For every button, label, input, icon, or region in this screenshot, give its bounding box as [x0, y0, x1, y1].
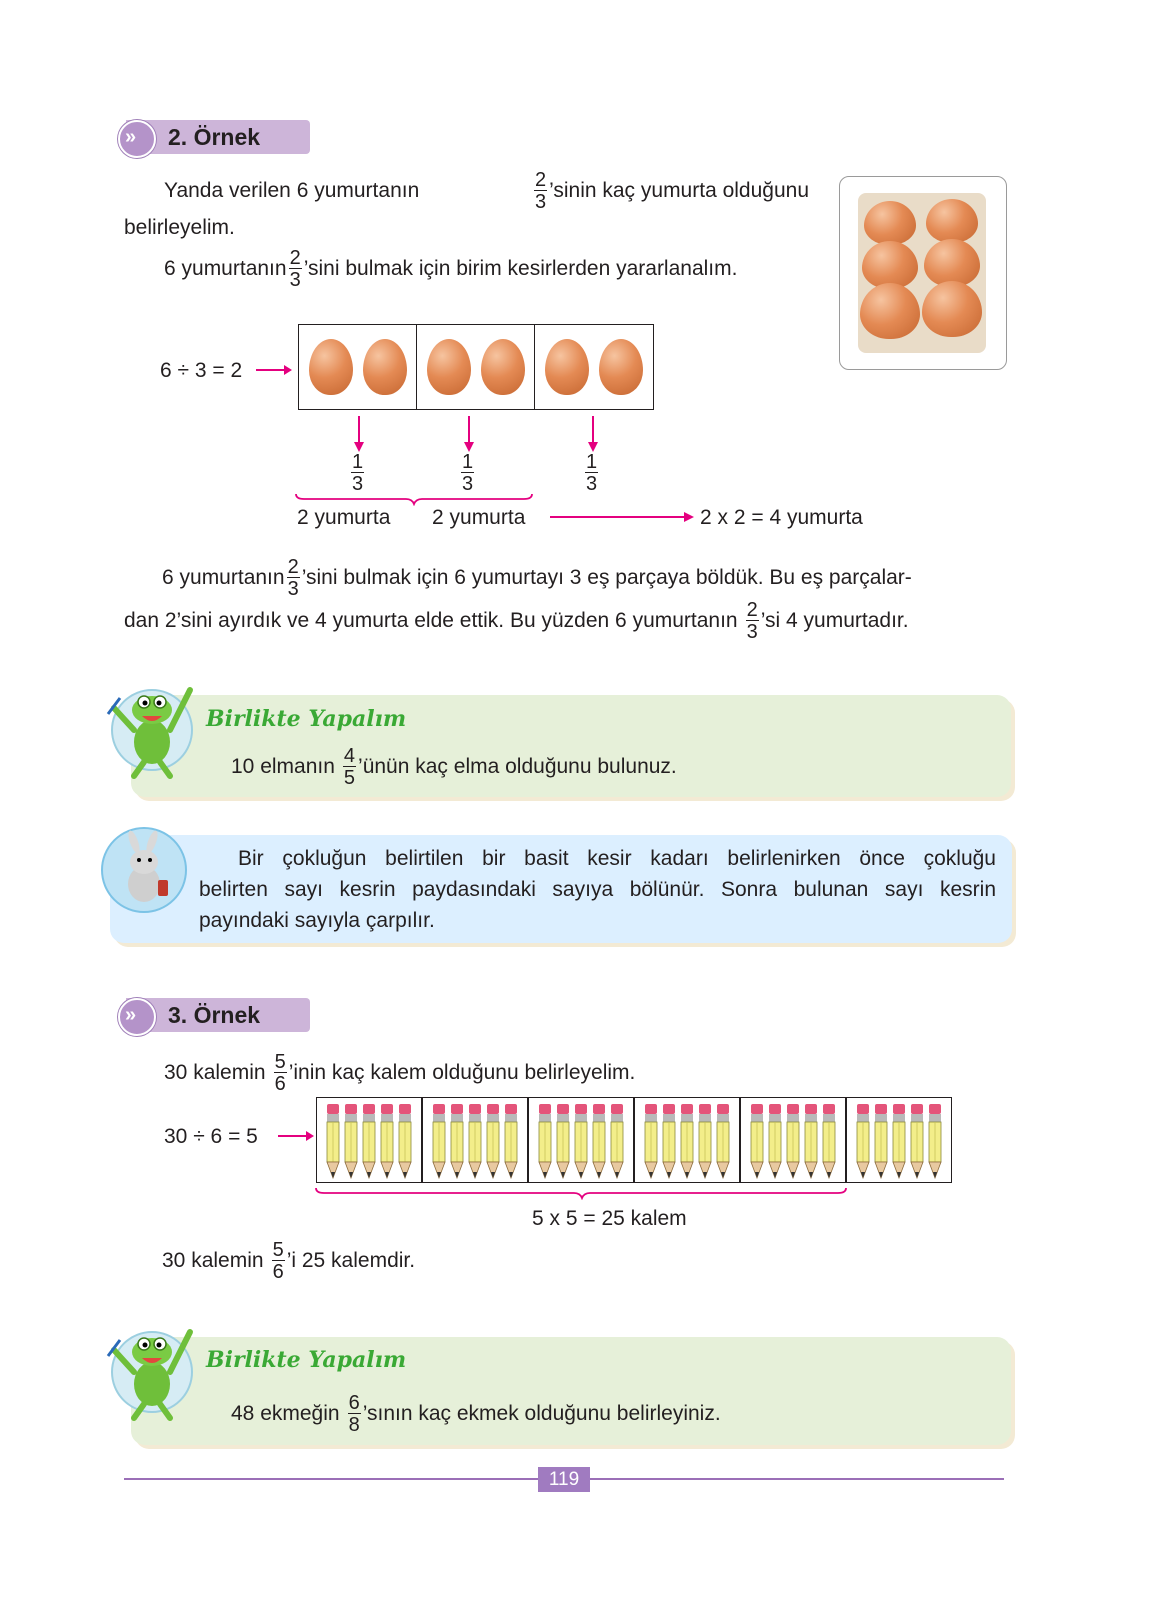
group-label-1: 2 yumurta — [297, 506, 391, 529]
egg-carton-image — [839, 176, 1007, 370]
summary-line2: dan 2’sini ayırdık ve 4 yumurta elde ettik. Bu yüzden 6 yumurtanın $\frac{2}{3}$ ’si 4 yumurtadır. — [124, 599, 909, 643]
rabbit-mascot-icon — [100, 826, 188, 914]
arrow-down-icon — [586, 416, 600, 452]
fraction: $\frac{2}{3}$ — [534, 169, 547, 213]
together-task-1: 10 elmanın $\frac{4}{5}$ ’ünün kaç elma olduğunu bulunuz. — [231, 745, 677, 789]
example3-line1: 30 kalemin $\frac{5}{6}$ ’inin kaç kalem olduğunu belirleyelim. — [164, 1051, 636, 1095]
arrow-right-icon — [550, 510, 694, 524]
egg-group-1 — [298, 324, 418, 410]
fraction: $\frac{6}{8}$ — [348, 1392, 360, 1436]
example2-tag — [126, 120, 310, 154]
group-label-2: 2 yumurta — [432, 506, 526, 529]
result-pencils: 5 x 5 = 25 kalem — [532, 1207, 687, 1230]
group-brace — [294, 492, 536, 506]
pencil-group — [846, 1097, 952, 1183]
fraction: $\frac{4}{5}$ — [343, 745, 356, 789]
fraction: $\frac{2}{3}$ — [746, 599, 758, 643]
example2-line1: Yanda verilen 6 yumurtanın $\frac{2}{3}$ ’sinin kaç yumurta olduğunu — [164, 169, 809, 213]
division-30-6: 30 ÷ 6 = 5 — [164, 1125, 258, 1148]
arrow-right-icon — [256, 362, 292, 378]
unit-fraction-2: $\frac{1}{3}$ — [462, 451, 474, 495]
example2-line2: belirleyelim. — [124, 216, 235, 239]
result-eggs: 2 x 2 = 4 yumurta — [700, 506, 863, 529]
info-line3: payındaki sayıyla çarpılır. — [199, 909, 435, 932]
arrow-down-icon — [462, 416, 476, 452]
example2-title: 2. Örnek — [168, 124, 261, 150]
group-brace — [314, 1186, 850, 1200]
unit-fraction-3: $\frac{1}{3}$ — [586, 451, 598, 495]
double-chevron-icon: » — [118, 998, 156, 1036]
example3-tag — [126, 998, 310, 1032]
egg-group-3 — [534, 324, 654, 410]
example3-conclusion: 30 kalemin $\frac{5}{6}$ ’i 25 kalemdir. — [162, 1239, 416, 1283]
example3-title: 3. Örnek — [168, 1002, 261, 1028]
info-line2: belirten sayı kesrin paydasındaki sayıya bölünür. Sonra bulunan sayı kesrin — [199, 878, 996, 901]
together-task-2: 48 ekmeğin $\frac{6}{8}$ ’sının kaç ekmek olduğunu belirleyiniz. — [231, 1392, 721, 1436]
unit-fraction-1: $\frac{1}{3}$ — [352, 451, 364, 495]
footer-line-left — [124, 1478, 538, 1480]
summary-line1: 6 yumurtanın $\frac{2}{3}$ ’sini bulmak için 6 yumurtayı 3 eş parçaya böldük. Bu eş parçalar- — [162, 556, 912, 600]
footer-line-right — [590, 1478, 1004, 1480]
pencil-group — [316, 1097, 422, 1183]
pencil-group — [528, 1097, 634, 1183]
info-line1: Bir çokluğun belirtilen bir basit kesir kadarı belirlenirken önce çokluğu — [238, 847, 996, 870]
frog-mascot-icon — [104, 680, 200, 780]
egg-group-2 — [416, 324, 536, 410]
fraction: $\frac{2}{3}$ — [289, 247, 301, 291]
pencil-group — [740, 1097, 846, 1183]
pencil-group — [422, 1097, 528, 1183]
together-title-2: Birlikte Yapalım — [206, 1347, 407, 1373]
pencil-group — [634, 1097, 740, 1183]
fraction: $\frac{5}{6}$ — [274, 1051, 286, 1095]
frog-mascot-icon — [104, 1322, 200, 1422]
double-chevron-icon: » — [118, 120, 156, 158]
fraction: $\frac{5}{6}$ — [272, 1239, 284, 1283]
example2-line3: 6 yumurtanın $\frac{2}{3}$ ’sini bulmak için birim kesirlerden yararlanalım. — [164, 247, 738, 291]
fraction: $\frac{2}{3}$ — [287, 556, 299, 600]
arrow-right-icon — [278, 1128, 314, 1144]
division-6-3: 6 ÷ 3 = 2 — [160, 359, 243, 382]
page-number: 119 — [538, 1467, 590, 1492]
together-title-1: Birlikte Yapalım — [206, 706, 407, 732]
arrow-down-icon — [352, 416, 366, 452]
